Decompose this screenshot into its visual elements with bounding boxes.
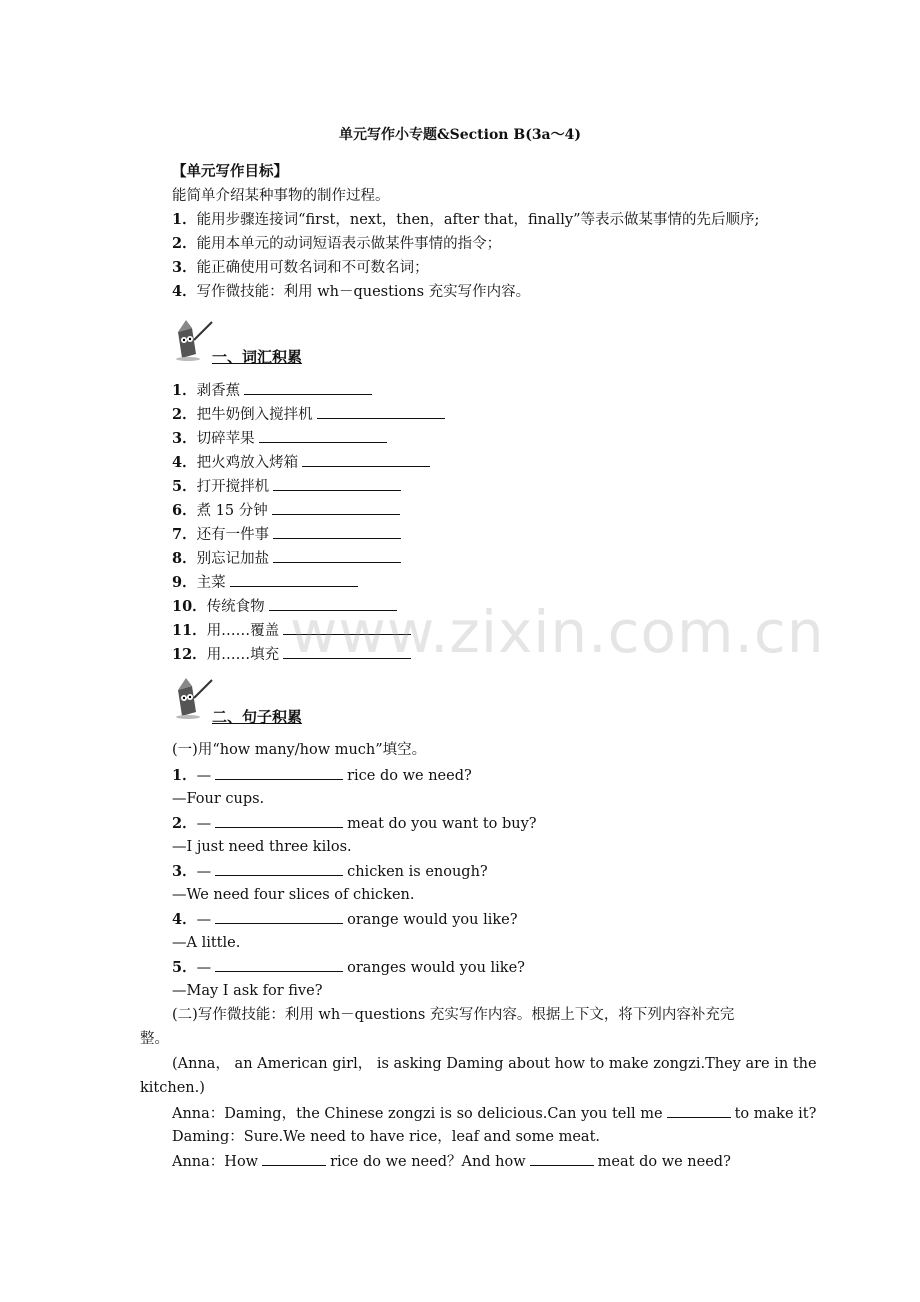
answer-blank[interactable] bbox=[215, 813, 343, 828]
question-num: 2． bbox=[172, 815, 197, 832]
question-num: 3． bbox=[172, 863, 197, 880]
answer-blank[interactable] bbox=[215, 861, 343, 876]
dialog-line: Daming：Sure.We need to have rice，leaf and some meat. bbox=[172, 1129, 601, 1145]
goal-num: 1． bbox=[172, 211, 197, 228]
answer-line: —I just need three kilos. bbox=[172, 839, 352, 855]
vocab-num: 10． bbox=[172, 598, 207, 615]
vocab-item bbox=[172, 452, 434, 473]
vocab-num: 12． bbox=[172, 646, 207, 663]
question-line bbox=[172, 765, 472, 786]
dialog-line bbox=[172, 1151, 731, 1172]
goals-heading: 【单元写作目标】 bbox=[172, 163, 288, 180]
answer-blank[interactable] bbox=[215, 765, 343, 780]
dialog-text: Anna：How bbox=[172, 1154, 259, 1170]
question-line bbox=[172, 813, 537, 834]
vocab-num: 1． bbox=[172, 382, 197, 399]
answer-line: —A little. bbox=[172, 935, 241, 951]
answer-blank[interactable] bbox=[273, 548, 401, 563]
watermark: www.zixin.com.cn bbox=[290, 598, 825, 666]
vocab-text: 用……覆盖 bbox=[206, 623, 280, 639]
question-text: orange would you like? bbox=[347, 912, 518, 928]
goal-item bbox=[172, 258, 429, 278]
dialog-text: rice do we need？And how bbox=[330, 1154, 526, 1170]
question-dash: — bbox=[196, 912, 212, 928]
dialog-text: meat do we need? bbox=[597, 1154, 731, 1170]
vocab-num: 4． bbox=[172, 454, 197, 471]
part2-instruction: (二)写作微技能：利用 wh－questions 充实写作内容。根据上下文，将下列内容补充完 bbox=[172, 1007, 735, 1023]
goal-text: 能用步骤连接词“first，next，then，after that，finally”等表示做某事情的先后顺序; bbox=[196, 212, 760, 228]
vocab-item bbox=[172, 476, 405, 497]
answer-blank[interactable] bbox=[262, 1151, 326, 1166]
vocab-text: 还有一件事 bbox=[196, 527, 270, 543]
vocab-num: 3． bbox=[172, 430, 197, 447]
part1-instruction: (一)用“how many/how much”填空。 bbox=[172, 742, 427, 758]
vocab-text: 别忘记加盐 bbox=[196, 551, 270, 567]
vocab-item bbox=[172, 572, 362, 593]
answer-blank[interactable] bbox=[273, 476, 401, 491]
vocab-text: 煮 15 分钟 bbox=[196, 503, 268, 519]
vocab-item bbox=[172, 524, 405, 545]
vocab-num: 7． bbox=[172, 526, 197, 543]
dialog-text: to make it? bbox=[734, 1106, 817, 1122]
vocab-num: 5． bbox=[172, 478, 197, 495]
vocab-heading: 一、词汇积累 bbox=[212, 348, 303, 366]
answer-line: —May I ask for five? bbox=[172, 983, 323, 999]
vocab-text: 切碎苹果 bbox=[196, 431, 255, 447]
goal-num: 3． bbox=[172, 259, 197, 276]
question-dash: — bbox=[196, 864, 212, 880]
question-num: 5． bbox=[172, 959, 197, 976]
question-text: chicken is enough? bbox=[347, 864, 488, 880]
vocab-num: 9． bbox=[172, 574, 197, 591]
question-num: 1． bbox=[172, 767, 197, 784]
goal-item bbox=[172, 282, 530, 302]
goal-text: 能用本单元的动词短语表示做某件事情的指令； bbox=[196, 236, 502, 252]
question-text: oranges would you like? bbox=[347, 960, 525, 976]
vocab-text: 主菜 bbox=[196, 575, 226, 591]
goal-text: 写作微技能：利用 wh－questions 充实写作内容。 bbox=[196, 284, 531, 300]
goal-num: 2． bbox=[172, 235, 197, 252]
answer-blank[interactable] bbox=[215, 909, 343, 924]
dialog-line bbox=[172, 1103, 816, 1124]
answer-blank[interactable] bbox=[244, 380, 372, 395]
answer-blank[interactable] bbox=[259, 428, 387, 443]
dialog-text: Anna：Daming，the Chinese zongzi is so delicious.Can you tell me bbox=[172, 1106, 663, 1122]
vocab-item bbox=[172, 548, 405, 569]
goal-item bbox=[172, 234, 501, 254]
vocab-num: 11． bbox=[172, 622, 207, 639]
vocab-text: 打开搅拌机 bbox=[196, 479, 270, 495]
pencil-mascot-icon bbox=[170, 318, 216, 362]
question-dash: — bbox=[196, 768, 212, 784]
vocab-num: 6． bbox=[172, 502, 197, 519]
vocab-text: 把火鸡放入烤箱 bbox=[196, 455, 299, 471]
vocab-text: 传统食物 bbox=[206, 599, 265, 615]
vocab-item bbox=[172, 380, 376, 401]
answer-blank[interactable] bbox=[667, 1103, 731, 1118]
question-line bbox=[172, 861, 488, 882]
answer-blank[interactable] bbox=[273, 524, 401, 539]
vocab-text: 用……填充 bbox=[206, 647, 280, 663]
answer-blank[interactable] bbox=[215, 957, 343, 972]
vocab-item bbox=[172, 404, 449, 425]
question-dash: — bbox=[196, 960, 212, 976]
answer-blank[interactable] bbox=[317, 404, 445, 419]
question-num: 4． bbox=[172, 911, 197, 928]
question-text: meat do you want to buy? bbox=[347, 816, 537, 832]
page-title: 单元写作小专题&Section B(3a～4) bbox=[339, 127, 581, 143]
vocab-text: 剥香蕉 bbox=[196, 383, 241, 399]
goal-num: 4． bbox=[172, 283, 197, 300]
context-text-cont: kitchen.) bbox=[140, 1080, 205, 1096]
vocab-item bbox=[172, 428, 391, 449]
vocab-num: 2． bbox=[172, 406, 197, 423]
pencil-mascot-icon bbox=[170, 676, 216, 720]
vocab-text: 把牛奶倒入搅拌机 bbox=[196, 407, 313, 423]
answer-line: —We need four slices of chicken. bbox=[172, 887, 415, 903]
goal-text: 能正确使用可数名词和不可数名词； bbox=[196, 260, 429, 276]
answer-line: —Four cups. bbox=[172, 791, 265, 807]
context-text: (Anna， an American girl， is asking Daming about how to make zongzi.They are in the bbox=[172, 1056, 817, 1072]
answer-blank[interactable] bbox=[272, 500, 400, 515]
question-line bbox=[172, 957, 525, 978]
answer-blank[interactable] bbox=[530, 1151, 594, 1166]
goals-intro: 能简单介绍某种事物的制作过程。 bbox=[172, 188, 390, 204]
vocab-num: 8． bbox=[172, 550, 197, 567]
question-text: rice do we need? bbox=[347, 768, 472, 784]
answer-blank[interactable] bbox=[230, 572, 358, 587]
question-dash: — bbox=[196, 816, 212, 832]
question-line bbox=[172, 909, 518, 930]
part2-instruction-cont: 整。 bbox=[140, 1031, 169, 1047]
goal-item bbox=[172, 210, 759, 230]
sentences-heading: 二、句子积累 bbox=[212, 708, 303, 726]
vocab-item bbox=[172, 500, 404, 521]
answer-blank[interactable] bbox=[302, 452, 430, 467]
